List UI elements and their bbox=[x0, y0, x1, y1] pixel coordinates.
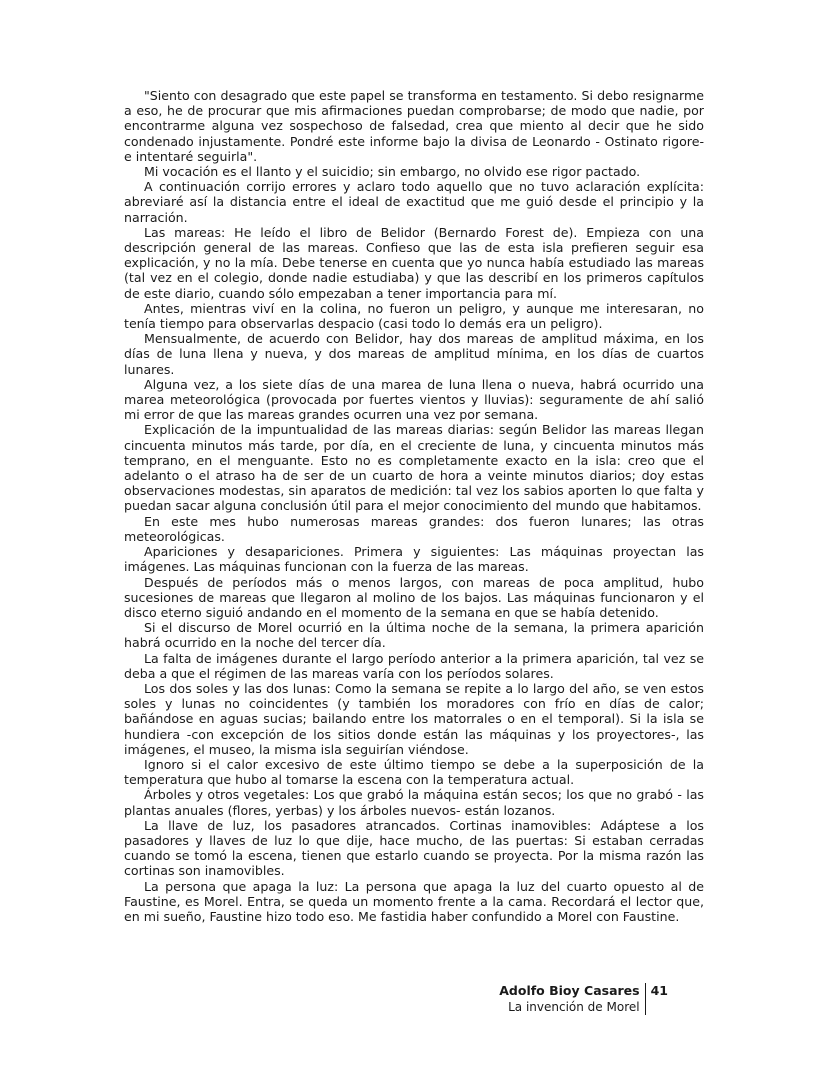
paragraph: Mi vocación es el llanto y el suicidio; sin embargo, no olvido ese rigor pactado. bbox=[144, 164, 641, 180]
paragraph: La llave de luz, los pasadores atrancados. Cortinas inamovibles: Adáptese a los pasadores y llaves de luz lo que dije, hace mucho, de las puertas: Si estaban cerradas cuando se tomó la escena, tienen que estarlo cuando se proyecta. Por la misma razón las cortinas son inamovibles. bbox=[124, 817, 704, 879]
footer-author: Adolfo Bioy Casares bbox=[499, 983, 640, 998]
paragraph: Ignoro si el calor excesivo de este último tiempo se debe a la superposición de la temperatura que hubo al tomarse la escena con la temperatura actual. bbox=[124, 756, 704, 788]
page-number: 41 bbox=[650, 983, 668, 998]
paragraph: Si el discurso de Morel ocurrió en la última noche de la semana, la primera aparición habrá ocurrido en la noche del tercer día. bbox=[124, 620, 704, 651]
paragraph: Explicación de la impuntualidad de las mareas diarias: según Belidor las mareas llegan cincuenta minutos más tarde, por día, en el creciente de luna, y cincuenta minutos más temprano, en el menguante. Esto no es completamente exacto en la isla: creo que el adelanto o el atraso ha de ser de un cuarto de hora a veinte minutos diarios; doy estas observaciones modestas, sin aparatos de medición: tal vez los sabios aporten lo que falta y puedan sacar alguna conclusión útil para el mejor conocimiento del mundo que habitamos. bbox=[124, 422, 704, 514]
paragraph: Árboles y otros vegetales: Los que grabó la máquina están secos; los que no grabó - las plantas anuales (flores, yerbas) y los árboles nuevos- están lozanos. bbox=[124, 787, 704, 818]
paragraph: En este mes hubo numerosas mareas grandes: dos fueron lunares; las otras meteorológicas. bbox=[124, 513, 704, 544]
paragraph: Alguna vez, a los siete días de una marea de luna llena o nueva, habrá ocurrido una marea meteorológica (provocada por fuertes vientos y lluvias): seguramente de ahí salió mi error de que las mareas grandes ocurren una vez por semana. bbox=[124, 376, 704, 423]
paragraph: Apariciones y desapariciones. Primera y siguientes: Las máquinas proyectan las imágenes. Las máquinas funcionan con la fuerza de las mareas. bbox=[124, 544, 704, 575]
paragraph: Antes, mientras viví en la colina, no fueron un peligro, y aunque me interesaran, no tenía tiempo para observarlas despacio (casi todo lo demás era un peligro). bbox=[124, 300, 704, 332]
page-body bbox=[124, 88, 704, 924]
paragraph: Los dos soles y las dos lunas: Como la semana se repite a lo largo del año, se ven estos soles y lunas no coincidentes (y también los moradores con frío en días de calor; bañándose en aguas sucias; bailando entre los matorrales o en el temporal). Si la isla se hundiera -con excepción de los sitios donde están las máquinas y los proyectores-, las imágenes, el museo, la misma isla seguirían viéndose. bbox=[124, 680, 704, 757]
paragraph: La falta de imágenes durante el largo período anterior a la primera aparición, tal vez se deba a que el régimen de las mareas varía con los períodos solares. bbox=[124, 650, 704, 681]
paragraph: La persona que apaga la luz: La persona que apaga la luz del cuarto opuesto al de Faustine, es Morel. Entra, se queda un momento frente a la cama. Recordará el lector que, en mi sueño, Faustine hizo todo eso. Me fastidia haber confundido a Morel con Faustine. bbox=[124, 878, 704, 924]
paragraph: A continuación corrijo errores y aclaro todo aquello que no tuvo aclaración explícita: abreviaré así la distancia entre el ideal de exactitud que me guió desde el principio y la narración. bbox=[124, 179, 704, 225]
paragraph: Después de períodos más o menos largos, con mareas de poca amplitud, hubo sucesiones de mareas que llegaron al molino de los bajos. Las máquinas funcionaron y el disco eterno siguió andando en el momento de la semana en que se había detenido. bbox=[124, 574, 704, 620]
paragraph: Mensualmente, de acuerdo con Belidor, hay dos mareas de amplitud máxima, en los días de luna llena y nueva, y dos mareas de amplitud mínima, en los días de cuartos lunares. bbox=[124, 331, 704, 377]
footer-meta bbox=[499, 983, 645, 1015]
footer-book-title: La invención de Morel bbox=[508, 1000, 640, 1014]
paragraph: Las mareas: He leído el libro de Belidor (Bernardo Forest de). Empieza con una descripción general de las mareas. Confieso que las de esta isla prefieren seguir esa explicación, y no la mía. Debe tenerse en cuenta que yo nunca había estudiado las mareas (tal vez en el colegio, donde nadie estudiaba) y que las describí en los primeros capítulos de este diario, cuando sólo empezaban a tener importancia para mí. bbox=[124, 224, 704, 301]
page-footer bbox=[499, 983, 668, 1015]
paragraph: "Siento con desagrado que este papel se transforma en testamento. Si debo resignarme a eso, he de procurar que mis afirmaciones puedan comprobarse; de modo que nadie, por encontrarme alguna vez sospechoso de falsedad, crea que miento al decir que he sido condenado injustamente. Pondré este informe bajo la divisa de Leonardo - Ostinato rigore- e intentaré seguirla". bbox=[124, 88, 704, 164]
